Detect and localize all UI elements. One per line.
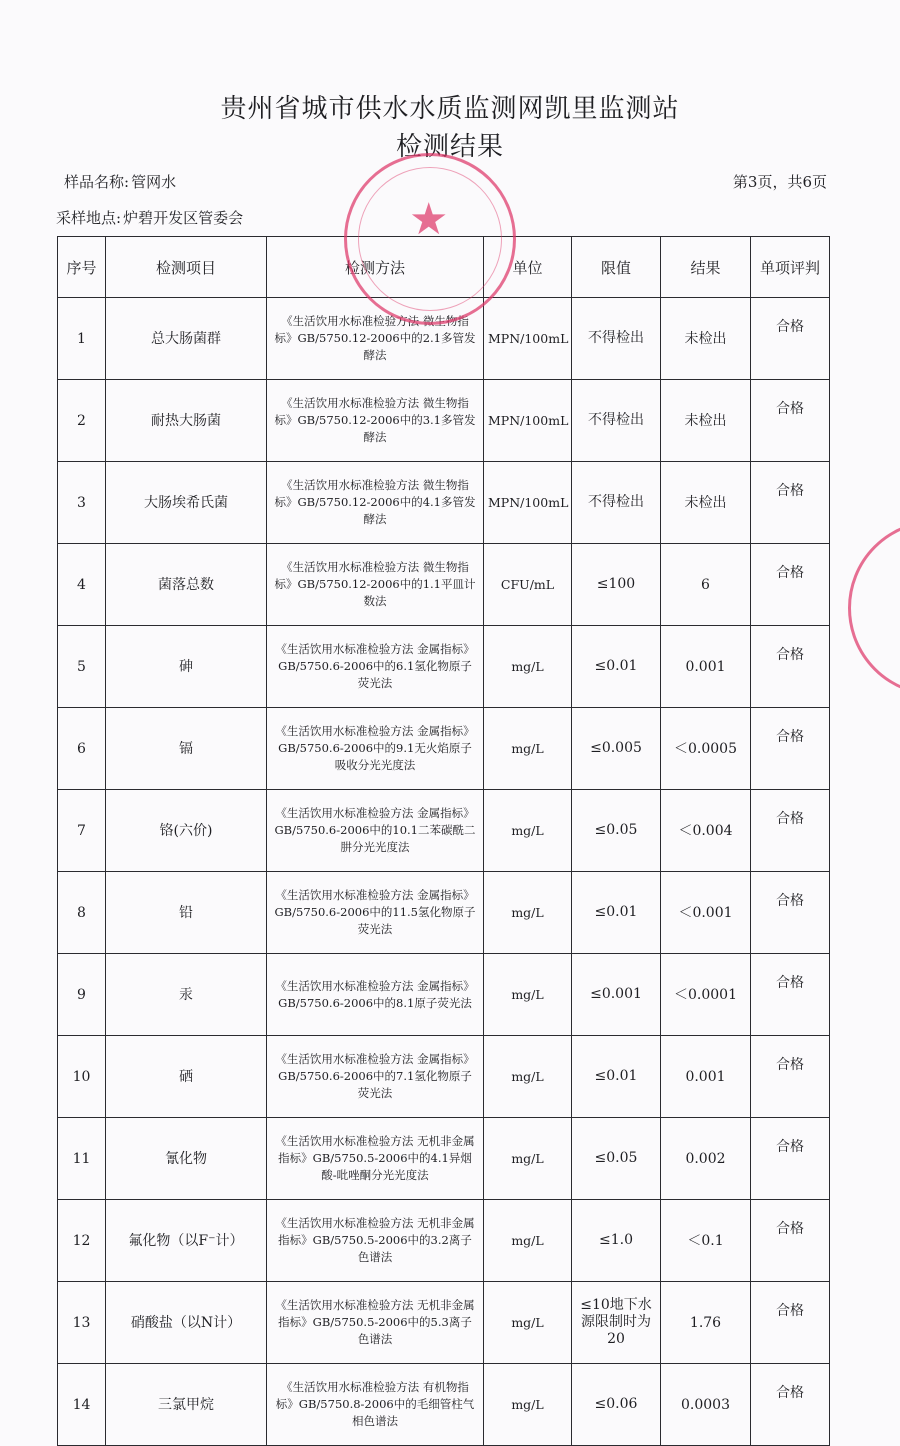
- row-number: 9: [58, 954, 106, 1036]
- unit: mg/L: [484, 790, 572, 872]
- result-value: 未检出: [661, 298, 751, 380]
- test-item: 铅: [106, 872, 267, 954]
- result-value: 0.002: [661, 1118, 751, 1200]
- col-header: 序号: [58, 237, 106, 298]
- row-number: 11: [58, 1118, 106, 1200]
- verdict: 合格: [751, 462, 830, 544]
- sample-name-field: [64, 171, 176, 192]
- sample-name-value: 管网水: [131, 173, 177, 191]
- row-number: 8: [58, 872, 106, 954]
- limit-value: ≤0.01: [572, 872, 661, 954]
- result-value: ＜0.001: [661, 872, 751, 954]
- limit-value: ≤0.01: [572, 1036, 661, 1118]
- unit: mg/L: [484, 1200, 572, 1282]
- result-value: ＜0.0005: [661, 708, 751, 790]
- unit: mg/L: [484, 708, 572, 790]
- test-method: 《生活饮用水标准检验方法 无机非金属指标》GB/5750.5-2006中的3.2离子色谱法: [267, 1200, 484, 1282]
- verdict: 合格: [751, 298, 830, 380]
- sampling-site-value: 炉碧开发区管委会: [123, 209, 244, 227]
- table-row: [58, 1364, 830, 1446]
- test-method: 《生活饮用水标准检验方法 金属指标》GB/5750.6-2006中的9.1无火焰原子吸收分光光度法: [267, 708, 484, 790]
- verdict: 合格: [751, 1118, 830, 1200]
- unit: MPN/100mL: [484, 298, 572, 380]
- limit-value: ≤0.005: [572, 708, 661, 790]
- unit: mg/L: [484, 1036, 572, 1118]
- row-number: 7: [58, 790, 106, 872]
- limit-value: ≤10地下水源限制时为20: [572, 1282, 661, 1364]
- row-number: 4: [58, 544, 106, 626]
- unit: mg/L: [484, 872, 572, 954]
- unit: MPN/100mL: [484, 380, 572, 462]
- table-row: [58, 1118, 830, 1200]
- test-method: 《生活饮用水标准检验方法 微生物指标》GB/5750.12-2006中的2.1多管发酵法: [267, 298, 484, 380]
- table-row: [58, 298, 830, 380]
- side-seal: [848, 520, 900, 696]
- verdict: 合格: [751, 1364, 830, 1446]
- result-value: 未检出: [661, 462, 751, 544]
- test-item: 硒: [106, 1036, 267, 1118]
- limit-value: 不得检出: [572, 380, 661, 462]
- table-row: [58, 544, 830, 626]
- result-value: 1.76: [661, 1282, 751, 1364]
- page-info: 第3页，共6页: [732, 173, 827, 191]
- sample-name-label: 样品名称:: [64, 173, 130, 191]
- limit-value: ≤100: [572, 544, 661, 626]
- result-value: 0.001: [661, 626, 751, 708]
- test-method: 《生活饮用水标准检验方法 微生物指标》GB/5750.12-2006中的4.1多管发酵法: [267, 462, 484, 544]
- limit-value: ≤0.06: [572, 1364, 661, 1446]
- sampling-site-field: [56, 207, 243, 228]
- limit-value: ≤1.0: [572, 1200, 661, 1282]
- report-title: 贵州省城市供水水质监测网凯里监测站: [220, 94, 680, 124]
- col-header: 限值: [572, 237, 661, 298]
- verdict: 合格: [751, 1282, 830, 1364]
- verdict: 合格: [751, 1200, 830, 1282]
- table-row: [58, 708, 830, 790]
- test-item: 大肠埃希氏菌: [106, 462, 267, 544]
- result-value: 6: [661, 544, 751, 626]
- test-item: 砷: [106, 626, 267, 708]
- report-subtitle: 检测结果: [395, 132, 504, 162]
- col-header: 检测项目: [106, 237, 267, 298]
- verdict: 合格: [751, 1036, 830, 1118]
- row-number: 12: [58, 1200, 106, 1282]
- verdict: 合格: [751, 872, 830, 954]
- test-item: 硝酸盐（以N计）: [106, 1282, 267, 1364]
- results-table: [57, 236, 830, 1446]
- test-item: 耐热大肠菌: [106, 380, 267, 462]
- verdict: 合格: [751, 380, 830, 462]
- test-item: 总大肠菌群: [106, 298, 267, 380]
- unit: CFU/mL: [484, 544, 572, 626]
- row-number: 5: [58, 626, 106, 708]
- limit-value: ≤0.05: [572, 790, 661, 872]
- test-method: 《生活饮用水标准检验方法 金属指标》GB/5750.6-2006中的10.1二苯碳酰二肼分光光度法: [267, 790, 484, 872]
- table-row: [58, 626, 830, 708]
- table-row: [58, 1036, 830, 1118]
- test-method: 《生活饮用水标准检验方法 有机物指标》GB/5750.8-2006中的毛细管柱气相色谱法: [267, 1364, 484, 1446]
- test-method: 《生活饮用水标准检验方法 微生物指标》GB/5750.12-2006中的1.1平皿计数法: [267, 544, 484, 626]
- table-row: [58, 1200, 830, 1282]
- row-number: 14: [58, 1364, 106, 1446]
- table-row: [58, 790, 830, 872]
- row-number: 6: [58, 708, 106, 790]
- test-item: 三氯甲烷: [106, 1364, 267, 1446]
- limit-value: 不得检出: [572, 298, 661, 380]
- col-header: 单位: [484, 237, 572, 298]
- test-method: 《生活饮用水标准检验方法 金属指标》GB/5750.6-2006中的11.5氢化物原子荧光法: [267, 872, 484, 954]
- limit-value: ≤0.01: [572, 626, 661, 708]
- table-header-row: [58, 237, 830, 298]
- test-item: 菌落总数: [106, 544, 267, 626]
- table-row: [58, 954, 830, 1036]
- sampling-site-label: 采样地点:: [56, 209, 122, 227]
- star-icon: ★: [409, 194, 449, 245]
- verdict: 合格: [751, 544, 830, 626]
- test-item: 汞: [106, 954, 267, 1036]
- test-method: 《生活饮用水标准检验方法 无机非金属指标》GB/5750.5-2006中的5.3离子色谱法: [267, 1282, 484, 1364]
- row-number: 10: [58, 1036, 106, 1118]
- unit: mg/L: [484, 1118, 572, 1200]
- test-method: 《生活饮用水标准检验方法 微生物指标》GB/5750.12-2006中的3.1多管发酵法: [267, 380, 484, 462]
- limit-value: 不得检出: [572, 462, 661, 544]
- test-item: 镉: [106, 708, 267, 790]
- verdict: 合格: [751, 708, 830, 790]
- result-value: 未检出: [661, 380, 751, 462]
- test-method: 《生活饮用水标准检验方法 无机非金属指标》GB/5750.5-2006中的4.1异烟酸-吡唑酮分光光度法: [267, 1118, 484, 1200]
- table-row: [58, 462, 830, 544]
- col-header: 检测方法: [267, 237, 484, 298]
- unit: MPN/100mL: [484, 462, 572, 544]
- table-row: [58, 380, 830, 462]
- verdict: 合格: [751, 626, 830, 708]
- result-value: ＜0.1: [661, 1200, 751, 1282]
- test-method: 《生活饮用水标准检验方法 金属指标》GB/5750.6-2006中的8.1原子荧光法: [267, 954, 484, 1036]
- result-value: 0.001: [661, 1036, 751, 1118]
- table-row: [58, 872, 830, 954]
- row-number: 2: [58, 380, 106, 462]
- verdict: 合格: [751, 954, 830, 1036]
- unit: mg/L: [484, 1282, 572, 1364]
- col-header: 结果: [661, 237, 751, 298]
- row-number: 1: [58, 298, 106, 380]
- limit-value: ≤0.001: [572, 954, 661, 1036]
- test-item: 氰化物: [106, 1118, 267, 1200]
- result-value: ＜0.0001: [661, 954, 751, 1036]
- unit: mg/L: [484, 1364, 572, 1446]
- row-number: 13: [58, 1282, 106, 1364]
- unit: mg/L: [484, 626, 572, 708]
- row-number: 3: [58, 462, 106, 544]
- verdict: 合格: [751, 790, 830, 872]
- limit-value: ≤0.05: [572, 1118, 661, 1200]
- test-method: 《生活饮用水标准检验方法 金属指标》GB/5750.6-2006中的6.1氢化物原子荧光法: [267, 626, 484, 708]
- test-item: 铬(六价): [106, 790, 267, 872]
- result-value: 0.0003: [661, 1364, 751, 1446]
- result-value: ＜0.004: [661, 790, 751, 872]
- test-method: 《生活饮用水标准检验方法 金属指标》GB/5750.6-2006中的7.1氢化物原子荧光法: [267, 1036, 484, 1118]
- test-item: 氟化物（以F⁻计）: [106, 1200, 267, 1282]
- col-header: 单项评判: [751, 237, 830, 298]
- table-row: [58, 1282, 830, 1364]
- unit: mg/L: [484, 954, 572, 1036]
